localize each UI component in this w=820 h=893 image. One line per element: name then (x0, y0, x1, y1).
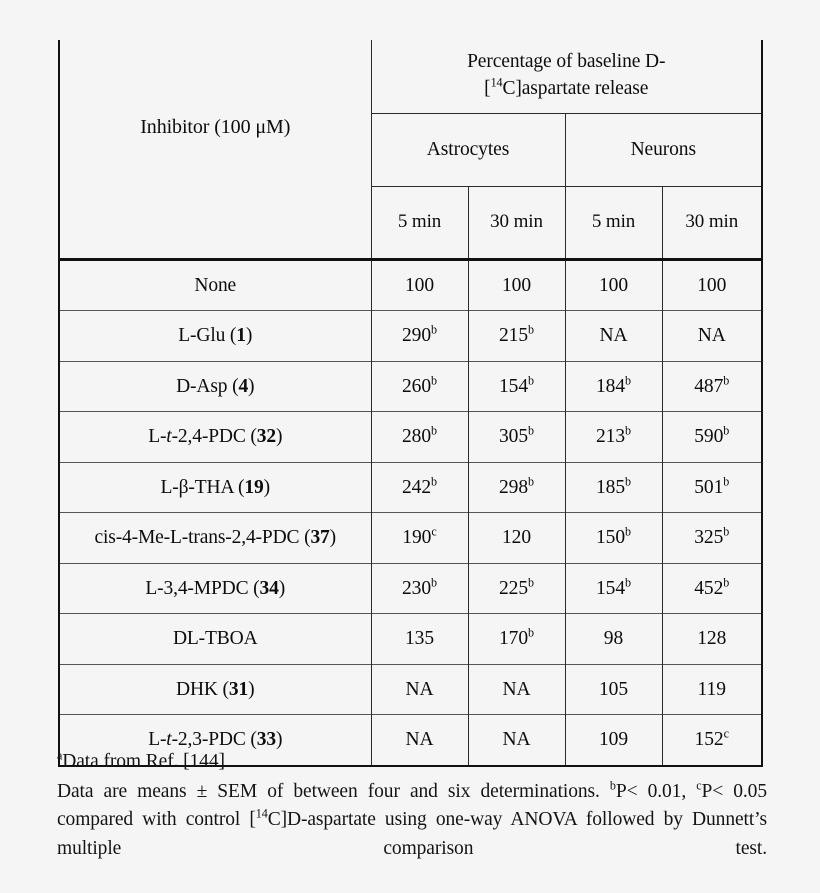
significance-marker: b (723, 575, 730, 590)
significance-marker: b (625, 575, 632, 590)
column-header-astrocytes-30min: 30 min (468, 186, 565, 259)
significance-marker: c (723, 726, 729, 741)
data-cell (468, 412, 565, 463)
significance-marker: b (723, 373, 730, 388)
row-label-part: L-3,4-MPDC ( (145, 577, 260, 599)
cell-value: 100 (598, 274, 629, 296)
column-header-inhibitor: Inhibitor (100 μM) (59, 40, 371, 259)
cell-value: 501 (694, 476, 724, 498)
data-cell (565, 311, 662, 362)
significance-marker: b (528, 373, 535, 388)
footnote-reference-text: Data from Ref. [144] (62, 751, 225, 772)
row-label-part: ) (329, 527, 336, 549)
significance-marker: b (723, 474, 730, 489)
footnotes (57, 748, 767, 892)
table-body (59, 260, 762, 766)
data-cell (565, 412, 662, 463)
column-header-neurons: Neurons (565, 113, 762, 186)
table-row (59, 513, 762, 564)
cell-value: 260 (401, 375, 432, 397)
row-label-part: t (166, 729, 172, 751)
row-label-part: L-Glu ( (178, 325, 237, 347)
cell-value: 325 (694, 527, 724, 549)
row-label (59, 462, 371, 513)
data-cell (371, 462, 468, 513)
cell-value: 280 (401, 426, 432, 448)
table-header (59, 40, 762, 260)
row-label-part: 32 (256, 426, 276, 448)
data-cell (371, 664, 468, 715)
data-cell (565, 563, 662, 614)
row-label (59, 361, 371, 412)
data-cell (565, 614, 662, 665)
table-row (59, 462, 762, 513)
data-cell (662, 563, 762, 614)
header-span-line2: [$^{14}$C]aspartate release (484, 75, 649, 99)
row-label-part: ) (275, 426, 283, 448)
row-label-part: cis-4-Me-L-trans-2,4-PDC ( (94, 527, 311, 549)
header-row-span (59, 40, 762, 113)
cell-value: 225 (498, 577, 529, 599)
row-label-part: ) (278, 577, 286, 599)
row-label (59, 614, 371, 665)
table-row (59, 664, 762, 715)
significance-marker: b (528, 625, 535, 640)
data-cell (371, 513, 468, 564)
row-label-part: D-Asp ( (176, 375, 239, 397)
table-row (59, 614, 762, 665)
data-cell (371, 311, 468, 362)
cell-value: 154 (498, 375, 529, 397)
cell-value: 215 (498, 325, 529, 347)
cell-value: 105 (598, 678, 629, 700)
column-header-astrocytes: Astrocytes (371, 113, 565, 186)
row-label-part: t (166, 426, 172, 448)
cell-value: 242 (401, 476, 432, 498)
data-cell (565, 513, 662, 564)
significance-marker: b (431, 575, 438, 590)
column-header-neurons-5min: 5 min (565, 186, 662, 259)
data-cell (662, 361, 762, 412)
data-cell (468, 614, 565, 665)
footnote-superscript: c (696, 778, 702, 793)
footnote-superscript: b (609, 778, 616, 793)
cell-value: 230 (401, 577, 432, 599)
row-label-part: ) (248, 678, 255, 700)
cell-value: 100 (501, 274, 532, 296)
cell-value: 190 (402, 527, 432, 549)
cell-value: 452 (694, 577, 724, 599)
significance-marker: b (431, 423, 438, 438)
table-row (59, 412, 762, 463)
row-label-part: 1 (236, 325, 246, 347)
significance-marker: b (528, 322, 535, 337)
cell-value: 170 (498, 628, 529, 650)
row-label-part: L- (148, 426, 167, 448)
significance-marker: b (528, 575, 535, 590)
significance-marker: b (431, 474, 438, 489)
data-cell (565, 462, 662, 513)
cell-value: 100 (697, 274, 727, 296)
release-data-table (58, 40, 763, 767)
significance-marker: b (723, 524, 730, 539)
row-label-part: ) (275, 729, 283, 751)
significance-marker: c (431, 524, 437, 539)
row-label-part: 31 (228, 678, 249, 700)
cell-value: NA (405, 729, 434, 751)
cell-value: 298 (498, 476, 529, 498)
data-cell (371, 260, 468, 311)
cell-value: NA (599, 325, 628, 347)
row-label-part: ) (263, 476, 270, 498)
row-label (59, 412, 371, 463)
data-cell (468, 513, 565, 564)
cell-value: 290 (401, 325, 432, 347)
column-header-percentage-span (371, 40, 762, 113)
data-cell (662, 614, 762, 665)
cell-value: 152 (694, 729, 724, 751)
row-label-part: None (194, 274, 237, 296)
data-cell (371, 412, 468, 463)
row-label (59, 563, 371, 614)
column-header-astrocytes-5min: 5 min (371, 186, 468, 259)
data-table-container (58, 40, 761, 767)
row-label (59, 260, 371, 311)
row-label-part: DHK ( (176, 678, 229, 700)
table-row (59, 260, 762, 311)
footnote-marker-a: a (57, 748, 63, 763)
data-cell (371, 614, 468, 665)
data-cell (662, 412, 762, 463)
significance-marker: b (528, 423, 535, 438)
cell-value: 100 (404, 274, 435, 296)
cell-value: 213 (595, 426, 626, 448)
cell-value: 109 (598, 729, 629, 751)
data-cell (662, 664, 762, 715)
row-label (59, 664, 371, 715)
row-label-part: 33 (256, 729, 276, 751)
row-label-part: -2,4-PDC ( (171, 426, 257, 448)
row-label-part: 4 (238, 375, 249, 397)
footnote-statistics: Data are means ± SEM of between four and six determinations. $^b$P< 0.01, $^c$P< 0.05 compared with control [$^{14}$C]D-aspartate using one-way ANOVA followed by Dunnett’s multiple comparison test. (57, 778, 767, 859)
row-label-part: 37 (310, 527, 330, 549)
cell-value: 305 (498, 426, 529, 448)
row-label-part: -2,3-PDC ( (171, 729, 257, 751)
row-label (59, 311, 371, 362)
cell-value: 128 (697, 628, 727, 650)
cell-value: 119 (697, 678, 726, 700)
carbon-14-superscript: 14 (490, 75, 503, 90)
data-cell (468, 462, 565, 513)
row-label-part: L-β-THA ( (160, 476, 245, 498)
cell-value: 135 (404, 628, 435, 650)
footnote-superscript: 14 (255, 806, 268, 821)
column-header-neurons-30min: 30 min (662, 186, 762, 259)
data-cell (468, 563, 565, 614)
row-label-part: ) (248, 375, 255, 397)
data-cell (468, 260, 565, 311)
header-span-line1: Percentage of baseline D- (467, 51, 666, 72)
row-label-part: 34 (259, 577, 279, 599)
cell-value: 487 (694, 375, 724, 397)
cell-value: NA (405, 678, 434, 700)
significance-marker: b (625, 423, 632, 438)
cell-value: NA (502, 729, 531, 751)
significance-marker: b (431, 373, 438, 388)
cell-value: 185 (595, 476, 626, 498)
row-label (59, 513, 371, 564)
row-label-part: 19 (244, 476, 264, 498)
cell-value: 590 (694, 426, 724, 448)
cell-value: NA (697, 325, 726, 347)
significance-marker: b (625, 524, 632, 539)
table-row (59, 361, 762, 412)
row-label-part: DL-TBOA (172, 628, 258, 650)
significance-marker: b (528, 474, 535, 489)
data-cell (662, 462, 762, 513)
cell-value: 120 (501, 527, 532, 549)
data-cell (468, 664, 565, 715)
significance-marker: b (723, 423, 730, 438)
row-label-part: L- (148, 729, 167, 751)
cell-value: 150 (595, 527, 626, 549)
significance-marker: b (625, 373, 632, 388)
row-label-part: ) (245, 325, 253, 347)
data-cell (468, 361, 565, 412)
data-cell (371, 361, 468, 412)
table-row (59, 563, 762, 614)
data-cell (565, 361, 662, 412)
significance-marker: b (431, 322, 438, 337)
cell-value: 98 (603, 628, 624, 650)
data-cell (565, 260, 662, 311)
data-cell (662, 513, 762, 564)
data-cell (468, 311, 565, 362)
cell-value: 184 (595, 375, 626, 397)
significance-marker: b (625, 474, 632, 489)
cell-value: NA (502, 678, 531, 700)
data-cell (371, 563, 468, 614)
data-cell (565, 664, 662, 715)
table-row (59, 311, 762, 362)
cell-value: 154 (595, 577, 626, 599)
data-cell (662, 260, 762, 311)
data-cell (662, 311, 762, 362)
footnote-reference (57, 748, 767, 777)
